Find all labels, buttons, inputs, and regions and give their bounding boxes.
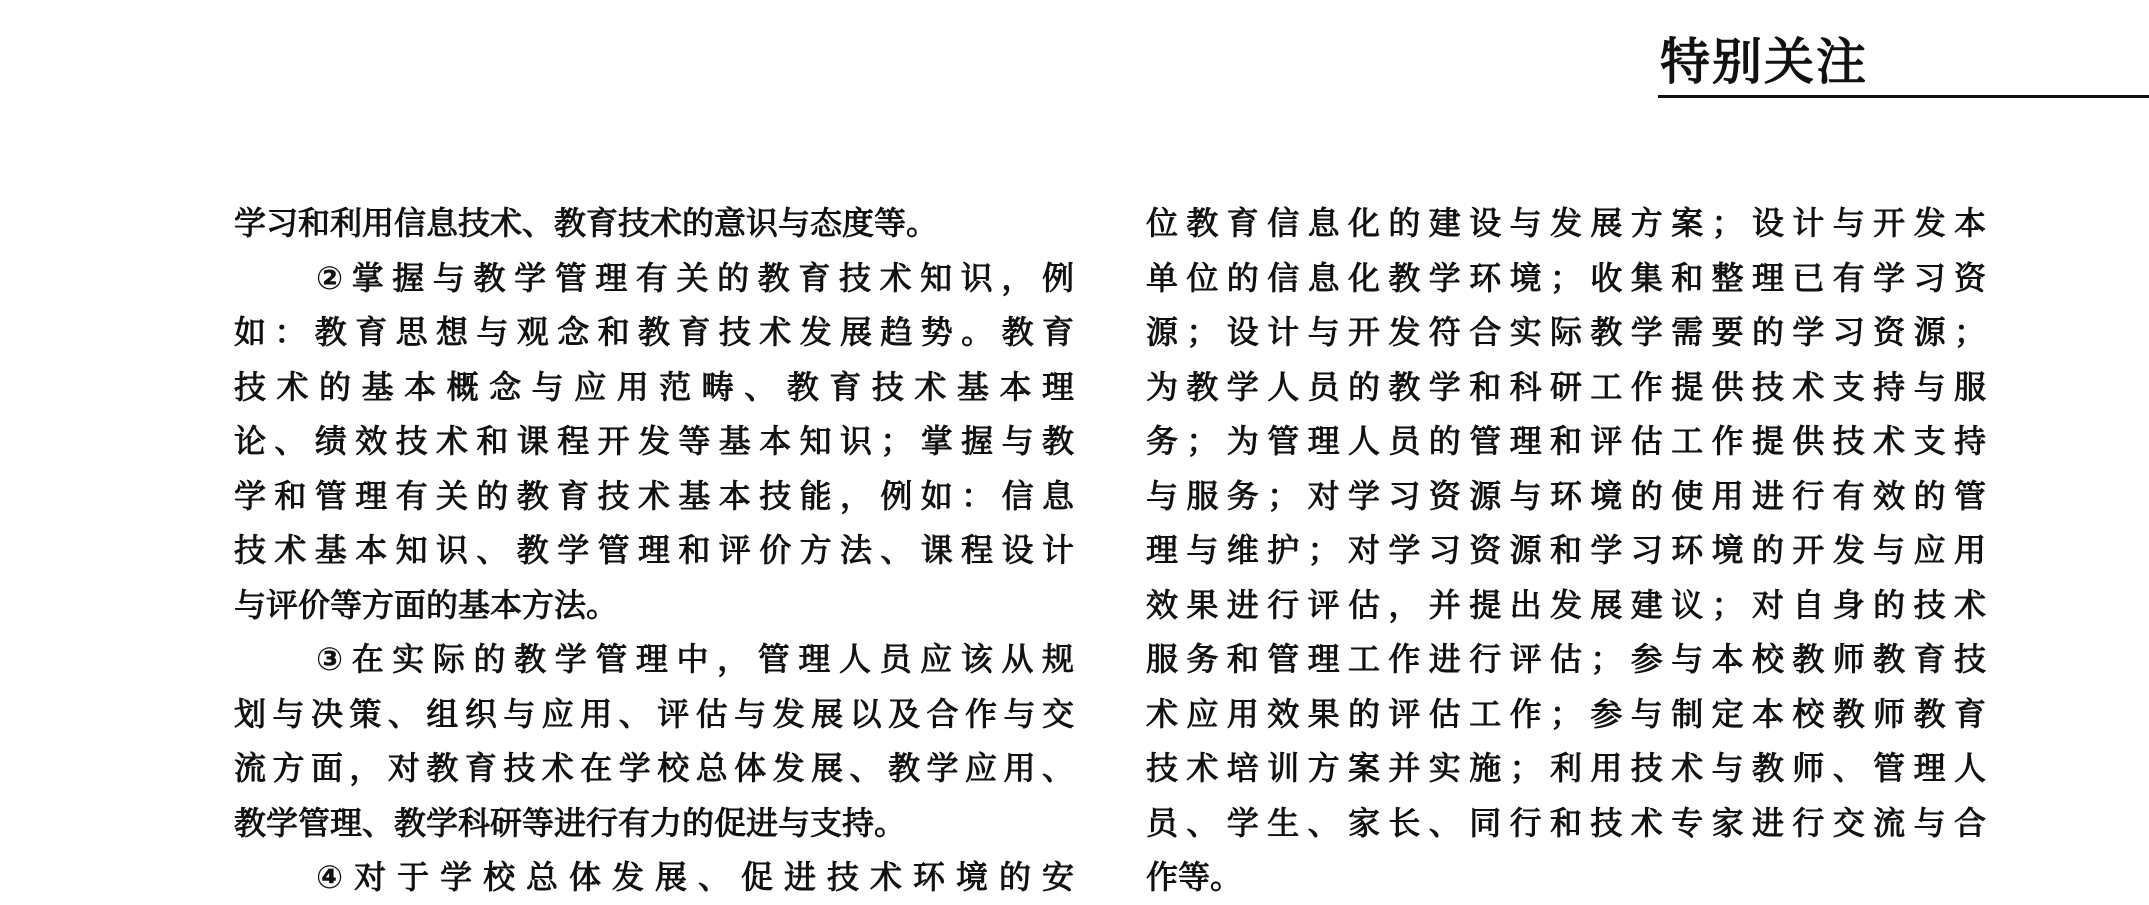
text-line: 技术的基本概念与应用范畴、教育技术基本理 <box>234 367 1074 406</box>
text-line: 划与决策、组织与应用、评估与发展以及合作与交 <box>234 694 1074 733</box>
text-line: 服务和管理工作进行评估；参与本校教师教育技 <box>1146 640 1986 678</box>
text-line: 与服务；对学习资源与环境的使用进行有效的管 <box>1146 476 1986 515</box>
text-line: 技术培训方案并实施；利用技术与教师、管理人 <box>1146 749 1986 787</box>
text-line: 学习和利用信息技术、教育技术的意识与态度等。 <box>234 204 939 242</box>
text-line: 理与维护；对学习资源和学习环境的开发与应用 <box>1146 531 1986 569</box>
text-line: 如：教育思想与观念和教育技术发展趋势。教育 <box>234 313 1074 351</box>
right-text-column <box>1146 196 1986 905</box>
text-line: 务；为管理人员的管理和评估工作提供技术支持 <box>1146 422 1986 460</box>
text-line: 论、绩效技术和课程开发等基本知识；掌握与教 <box>234 422 1074 460</box>
text-line: 为教学人员的教学和科研工作提供技术支持与服 <box>1146 367 1986 406</box>
text-line: 术应用效果的评估工作；参与制定本校教师教育 <box>1146 694 1986 733</box>
text-line: 教学管理、教学科研等进行有力的促进与支持。 <box>234 803 907 842</box>
text-line: 位教育信息化的建设与发展方案；设计与开发本 <box>1146 204 1986 242</box>
text-line: 流方面，对教育技术在学校总体发展、教学应用、 <box>234 749 1074 787</box>
left-text-column <box>234 196 1074 905</box>
header-divider <box>1658 95 2149 98</box>
text-line: 学和管理有关的教育技术基本技能，例如：信息 <box>234 476 1074 515</box>
text-line: ②掌握与教学管理有关的教育技术知识，例 <box>316 258 1074 297</box>
text-line: ④对于学校总体发展、促进技术环境的安 <box>316 858 1074 896</box>
text-line: 源；设计与开发符合实际教学需要的学习资源； <box>1146 313 1986 351</box>
text-line: 员、学生、家长、同行和技术专家进行交流与合 <box>1146 803 1986 842</box>
text-line: ③在实际的教学管理中，管理人员应该从规 <box>316 640 1074 678</box>
section-title: 特别关注 <box>1660 33 1868 91</box>
text-line: 效果进行评估，并提出发展建议；对自身的技术 <box>1146 585 1986 624</box>
text-line: 技术基本知识、教学管理和评价方法、课程设计 <box>234 531 1074 569</box>
text-line: 与评价等方面的基本方法。 <box>234 585 619 624</box>
text-line: 单位的信息化教学环境；收集和整理已有学习资 <box>1146 258 1986 297</box>
text-line: 作等。 <box>1146 858 1243 896</box>
